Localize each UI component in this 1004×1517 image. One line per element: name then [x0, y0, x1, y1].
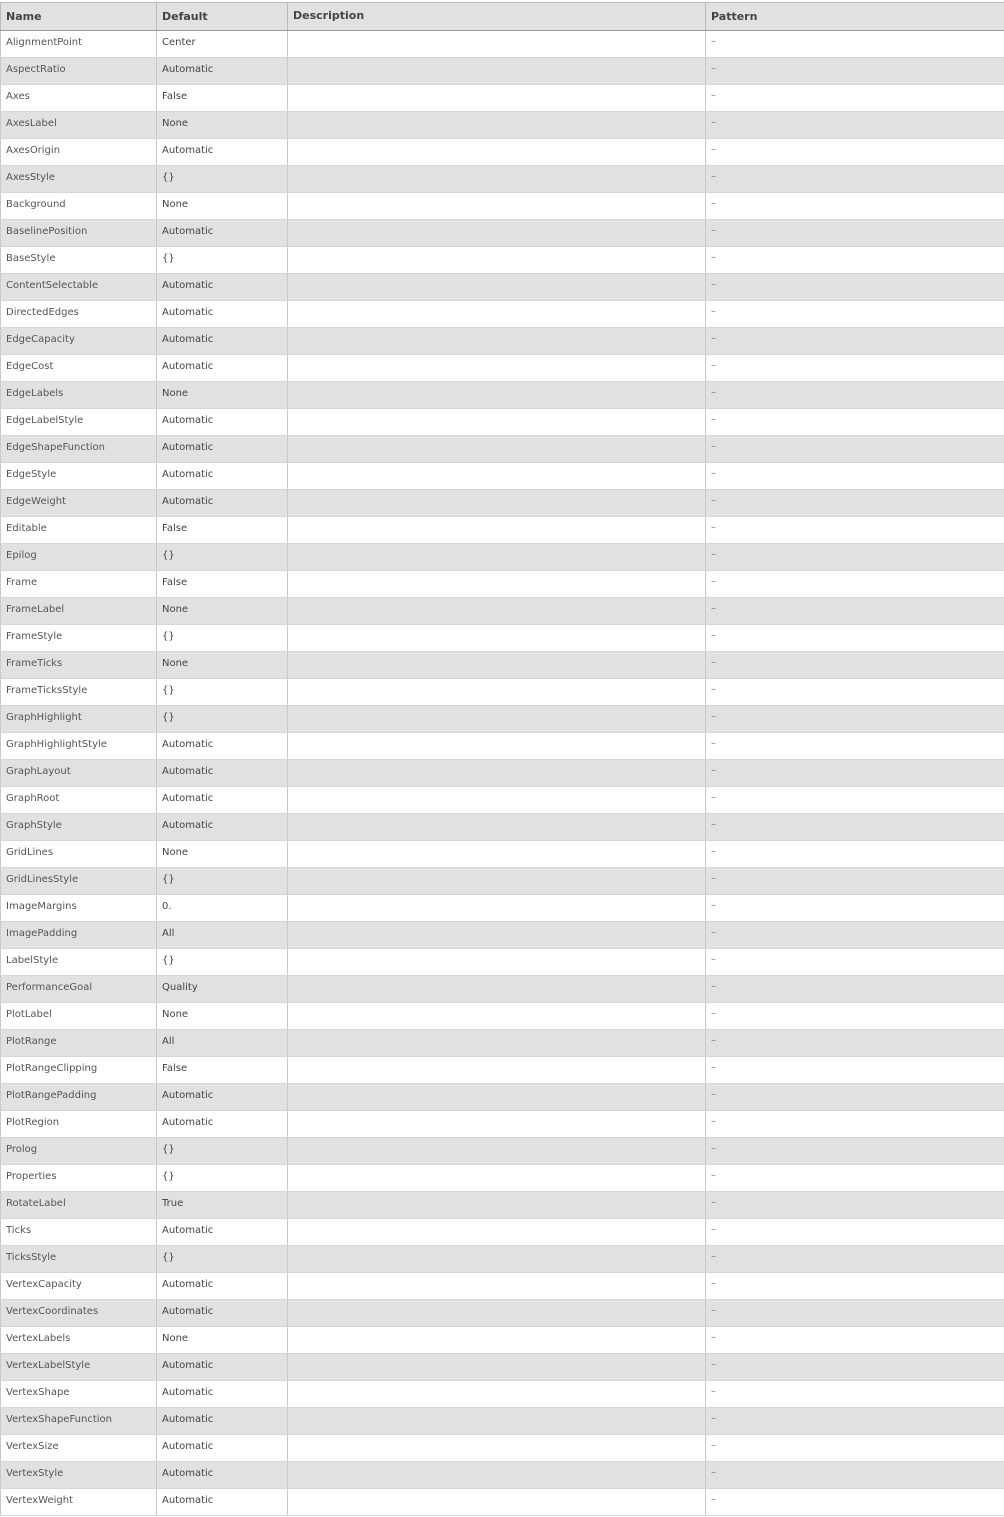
column-header-description[interactable]: Description	[288, 3, 706, 31]
cell-name: Axes	[1, 85, 157, 112]
cell-pattern: –	[706, 814, 1004, 841]
cell-name: VertexStyle	[1, 1462, 157, 1489]
cell-default: {}	[157, 949, 288, 976]
cell-pattern: –	[706, 760, 1004, 787]
cell-description	[288, 436, 706, 463]
cell-name: DirectedEdges	[1, 301, 157, 328]
cell-name: VertexShapeFunction	[1, 1408, 157, 1435]
cell-default: {}	[157, 679, 288, 706]
table-row	[1, 625, 1004, 652]
table-row	[1, 733, 1004, 760]
cell-name: EdgeStyle	[1, 463, 157, 490]
cell-name: FrameTicks	[1, 652, 157, 679]
cell-name: PlotRegion	[1, 1111, 157, 1138]
cell-description	[288, 166, 706, 193]
cell-pattern: –	[706, 220, 1004, 247]
cell-description	[288, 1462, 706, 1489]
cell-default: Quality	[157, 976, 288, 1003]
cell-name: GraphHighlight	[1, 706, 157, 733]
table-row	[1, 31, 1004, 58]
cell-pattern: –	[706, 1003, 1004, 1030]
cell-name: LabelStyle	[1, 949, 157, 976]
cell-description	[288, 1273, 706, 1300]
cell-pattern: –	[706, 1192, 1004, 1219]
table-row	[1, 841, 1004, 868]
cell-default: Automatic	[157, 1219, 288, 1246]
column-header-pattern[interactable]: Pattern	[706, 3, 1004, 31]
cell-pattern: –	[706, 382, 1004, 409]
cell-default: Automatic	[157, 1435, 288, 1462]
cell-default: False	[157, 517, 288, 544]
cell-name: RotateLabel	[1, 1192, 157, 1219]
table-row	[1, 1489, 1004, 1516]
cell-description	[288, 58, 706, 85]
cell-default: True	[157, 1192, 288, 1219]
cell-pattern: –	[706, 1246, 1004, 1273]
cell-default: None	[157, 598, 288, 625]
table-row	[1, 1381, 1004, 1408]
cell-pattern: –	[706, 1165, 1004, 1192]
cell-name: AxesOrigin	[1, 139, 157, 166]
cell-default: {}	[157, 706, 288, 733]
cell-pattern: –	[706, 1084, 1004, 1111]
cell-description	[288, 544, 706, 571]
cell-pattern: –	[706, 517, 1004, 544]
cell-default: None	[157, 382, 288, 409]
cell-name: VertexCapacity	[1, 1273, 157, 1300]
cell-description	[288, 1057, 706, 1084]
cell-default: Automatic	[157, 1084, 288, 1111]
cell-name: EdgeCapacity	[1, 328, 157, 355]
cell-pattern: –	[706, 976, 1004, 1003]
table-row	[1, 922, 1004, 949]
options-table	[0, 2, 1004, 1516]
cell-pattern: –	[706, 922, 1004, 949]
cell-description	[288, 1084, 706, 1111]
table-header	[1, 3, 1004, 31]
cell-default: Automatic	[157, 328, 288, 355]
cell-description	[288, 517, 706, 544]
cell-name: BaseStyle	[1, 247, 157, 274]
cell-description	[288, 733, 706, 760]
table-row	[1, 760, 1004, 787]
cell-default: Automatic	[157, 1381, 288, 1408]
table-row	[1, 1219, 1004, 1246]
table-row	[1, 1003, 1004, 1030]
cell-description	[288, 247, 706, 274]
table-row	[1, 652, 1004, 679]
cell-pattern: –	[706, 463, 1004, 490]
cell-default: {}	[157, 1165, 288, 1192]
cell-name: PerformanceGoal	[1, 976, 157, 1003]
column-header-name[interactable]: Name	[1, 3, 157, 31]
cell-pattern: –	[706, 1219, 1004, 1246]
cell-name: Properties	[1, 1165, 157, 1192]
cell-name: BaselinePosition	[1, 220, 157, 247]
table-row	[1, 463, 1004, 490]
cell-default: {}	[157, 1138, 288, 1165]
cell-description	[288, 409, 706, 436]
cell-pattern: –	[706, 625, 1004, 652]
table-row	[1, 1246, 1004, 1273]
cell-description	[288, 976, 706, 1003]
table-row	[1, 868, 1004, 895]
table-row	[1, 787, 1004, 814]
cell-description	[288, 31, 706, 58]
cell-default: 0.	[157, 895, 288, 922]
cell-name: GraphLayout	[1, 760, 157, 787]
table-row	[1, 517, 1004, 544]
cell-description	[288, 193, 706, 220]
cell-default: Automatic	[157, 58, 288, 85]
table-row	[1, 112, 1004, 139]
cell-pattern: –	[706, 868, 1004, 895]
cell-name: FrameTicksStyle	[1, 679, 157, 706]
cell-pattern: –	[706, 193, 1004, 220]
cell-pattern: –	[706, 1462, 1004, 1489]
cell-pattern: –	[706, 598, 1004, 625]
cell-description	[288, 787, 706, 814]
table-row	[1, 490, 1004, 517]
table-row	[1, 1084, 1004, 1111]
cell-name: EdgeLabelStyle	[1, 409, 157, 436]
cell-description	[288, 1003, 706, 1030]
table-row	[1, 544, 1004, 571]
cell-default: Automatic	[157, 355, 288, 382]
cell-pattern: –	[706, 112, 1004, 139]
cell-default: Automatic	[157, 1300, 288, 1327]
cell-default: Automatic	[157, 1111, 288, 1138]
cell-default: Automatic	[157, 274, 288, 301]
cell-name: GridLinesStyle	[1, 868, 157, 895]
cell-description	[288, 1192, 706, 1219]
table-row	[1, 679, 1004, 706]
cell-pattern: –	[706, 706, 1004, 733]
cell-description	[288, 1246, 706, 1273]
table-row	[1, 976, 1004, 1003]
column-header-default[interactable]: Default	[157, 3, 288, 31]
cell-default: All	[157, 1030, 288, 1057]
cell-pattern: –	[706, 436, 1004, 463]
table-row	[1, 355, 1004, 382]
header-row	[1, 3, 1004, 31]
cell-pattern: –	[706, 787, 1004, 814]
table-row	[1, 274, 1004, 301]
cell-description	[288, 1354, 706, 1381]
cell-default: Automatic	[157, 436, 288, 463]
cell-description	[288, 1408, 706, 1435]
cell-pattern: –	[706, 1489, 1004, 1516]
cell-default: {}	[157, 247, 288, 274]
cell-name: GridLines	[1, 841, 157, 868]
cell-pattern: –	[706, 328, 1004, 355]
table-row	[1, 1138, 1004, 1165]
cell-default: {}	[157, 544, 288, 571]
cell-default: Automatic	[157, 1408, 288, 1435]
cell-pattern: –	[706, 301, 1004, 328]
cell-default: Automatic	[157, 409, 288, 436]
cell-name: EdgeLabels	[1, 382, 157, 409]
cell-description	[288, 301, 706, 328]
cell-pattern: –	[706, 1273, 1004, 1300]
cell-default: False	[157, 1057, 288, 1084]
table-row	[1, 166, 1004, 193]
table-row	[1, 1111, 1004, 1138]
cell-name: EdgeShapeFunction	[1, 436, 157, 463]
cell-pattern: –	[706, 58, 1004, 85]
cell-description	[288, 652, 706, 679]
table-row	[1, 301, 1004, 328]
cell-description	[288, 1111, 706, 1138]
cell-description	[288, 1381, 706, 1408]
cell-default: {}	[157, 1246, 288, 1273]
cell-default: Automatic	[157, 1354, 288, 1381]
cell-default: None	[157, 193, 288, 220]
cell-description	[288, 868, 706, 895]
cell-pattern: –	[706, 1300, 1004, 1327]
cell-name: PlotRangeClipping	[1, 1057, 157, 1084]
cell-name: Prolog	[1, 1138, 157, 1165]
cell-description	[288, 355, 706, 382]
cell-pattern: –	[706, 652, 1004, 679]
cell-name: AxesStyle	[1, 166, 157, 193]
cell-description	[288, 1300, 706, 1327]
table-row	[1, 436, 1004, 463]
cell-name: GraphHighlightStyle	[1, 733, 157, 760]
cell-pattern: –	[706, 490, 1004, 517]
cell-pattern: –	[706, 31, 1004, 58]
cell-name: VertexCoordinates	[1, 1300, 157, 1327]
table-row	[1, 1435, 1004, 1462]
cell-pattern: –	[706, 139, 1004, 166]
cell-pattern: –	[706, 895, 1004, 922]
cell-description	[288, 112, 706, 139]
cell-pattern: –	[706, 544, 1004, 571]
table-row	[1, 382, 1004, 409]
cell-name: Editable	[1, 517, 157, 544]
cell-name: AlignmentPoint	[1, 31, 157, 58]
table-row	[1, 139, 1004, 166]
cell-name: EdgeWeight	[1, 490, 157, 517]
cell-description	[288, 1138, 706, 1165]
cell-pattern: –	[706, 1111, 1004, 1138]
cell-description	[288, 1219, 706, 1246]
table-row	[1, 58, 1004, 85]
cell-name: EdgeCost	[1, 355, 157, 382]
cell-pattern: –	[706, 409, 1004, 436]
cell-name: GraphRoot	[1, 787, 157, 814]
cell-default: None	[157, 1003, 288, 1030]
cell-pattern: –	[706, 733, 1004, 760]
cell-default: {}	[157, 166, 288, 193]
cell-description	[288, 490, 706, 517]
table-row	[1, 1300, 1004, 1327]
cell-name: VertexWeight	[1, 1489, 157, 1516]
cell-description	[288, 679, 706, 706]
cell-pattern: –	[706, 274, 1004, 301]
cell-description	[288, 760, 706, 787]
cell-default: None	[157, 652, 288, 679]
cell-name: Background	[1, 193, 157, 220]
table-row	[1, 328, 1004, 355]
cell-name: VertexLabels	[1, 1327, 157, 1354]
table-body	[1, 31, 1004, 1516]
cell-pattern: –	[706, 355, 1004, 382]
cell-default: Automatic	[157, 1489, 288, 1516]
cell-description	[288, 85, 706, 112]
cell-default: Automatic	[157, 1273, 288, 1300]
cell-name: Frame	[1, 571, 157, 598]
table-row	[1, 1057, 1004, 1084]
cell-name: PlotRange	[1, 1030, 157, 1057]
cell-default: Automatic	[157, 220, 288, 247]
cell-name: AspectRatio	[1, 58, 157, 85]
cell-default: None	[157, 841, 288, 868]
cell-description	[288, 571, 706, 598]
table-row	[1, 1327, 1004, 1354]
cell-pattern: –	[706, 679, 1004, 706]
table-row	[1, 193, 1004, 220]
cell-default: False	[157, 571, 288, 598]
cell-name: TicksStyle	[1, 1246, 157, 1273]
cell-pattern: –	[706, 1057, 1004, 1084]
cell-name: VertexShape	[1, 1381, 157, 1408]
cell-description	[288, 328, 706, 355]
cell-default: None	[157, 112, 288, 139]
cell-pattern: –	[706, 1381, 1004, 1408]
table-row	[1, 247, 1004, 274]
cell-name: FrameLabel	[1, 598, 157, 625]
cell-description	[288, 1165, 706, 1192]
cell-name: ContentSelectable	[1, 274, 157, 301]
cell-name: VertexLabelStyle	[1, 1354, 157, 1381]
cell-default: Automatic	[157, 760, 288, 787]
cell-description	[288, 598, 706, 625]
cell-default: Automatic	[157, 814, 288, 841]
cell-description	[288, 841, 706, 868]
cell-pattern: –	[706, 841, 1004, 868]
table-row	[1, 409, 1004, 436]
cell-default: None	[157, 1327, 288, 1354]
table-row	[1, 1165, 1004, 1192]
cell-description	[288, 139, 706, 166]
cell-description	[288, 814, 706, 841]
table-row	[1, 220, 1004, 247]
cell-description	[288, 895, 706, 922]
cell-name: Ticks	[1, 1219, 157, 1246]
cell-default: Automatic	[157, 787, 288, 814]
cell-description	[288, 1030, 706, 1057]
cell-description	[288, 1489, 706, 1516]
cell-pattern: –	[706, 1030, 1004, 1057]
table-row	[1, 598, 1004, 625]
cell-pattern: –	[706, 247, 1004, 274]
cell-pattern: –	[706, 1408, 1004, 1435]
table-row	[1, 895, 1004, 922]
cell-description	[288, 274, 706, 301]
cell-description	[288, 1435, 706, 1462]
cell-description	[288, 1327, 706, 1354]
table-row	[1, 814, 1004, 841]
table-row	[1, 1408, 1004, 1435]
cell-name: ImageMargins	[1, 895, 157, 922]
cell-name: Epilog	[1, 544, 157, 571]
table-row	[1, 1192, 1004, 1219]
cell-name: AxesLabel	[1, 112, 157, 139]
cell-pattern: –	[706, 1354, 1004, 1381]
cell-default: False	[157, 85, 288, 112]
table-row	[1, 1462, 1004, 1489]
cell-default: {}	[157, 625, 288, 652]
cell-pattern: –	[706, 1435, 1004, 1462]
cell-default: {}	[157, 868, 288, 895]
cell-default: Automatic	[157, 733, 288, 760]
cell-description	[288, 922, 706, 949]
table-row	[1, 85, 1004, 112]
cell-description	[288, 625, 706, 652]
cell-default: Automatic	[157, 490, 288, 517]
table-row	[1, 949, 1004, 976]
cell-description	[288, 463, 706, 490]
cell-description	[288, 706, 706, 733]
table-row	[1, 1273, 1004, 1300]
cell-default: Automatic	[157, 463, 288, 490]
table-row	[1, 1354, 1004, 1381]
cell-name: ImagePadding	[1, 922, 157, 949]
cell-name: GraphStyle	[1, 814, 157, 841]
cell-name: FrameStyle	[1, 625, 157, 652]
cell-default: Automatic	[157, 1462, 288, 1489]
cell-pattern: –	[706, 949, 1004, 976]
cell-default: Automatic	[157, 139, 288, 166]
cell-description	[288, 949, 706, 976]
cell-default: Automatic	[157, 301, 288, 328]
cell-name: PlotLabel	[1, 1003, 157, 1030]
cell-pattern: –	[706, 571, 1004, 598]
cell-description	[288, 220, 706, 247]
cell-pattern: –	[706, 85, 1004, 112]
table-row	[1, 706, 1004, 733]
cell-description	[288, 382, 706, 409]
cell-name: PlotRangePadding	[1, 1084, 157, 1111]
cell-name: VertexSize	[1, 1435, 157, 1462]
table-row	[1, 571, 1004, 598]
cell-default: Center	[157, 31, 288, 58]
cell-pattern: –	[706, 1327, 1004, 1354]
cell-default: All	[157, 922, 288, 949]
cell-pattern: –	[706, 166, 1004, 193]
table-row	[1, 1030, 1004, 1057]
cell-pattern: –	[706, 1138, 1004, 1165]
